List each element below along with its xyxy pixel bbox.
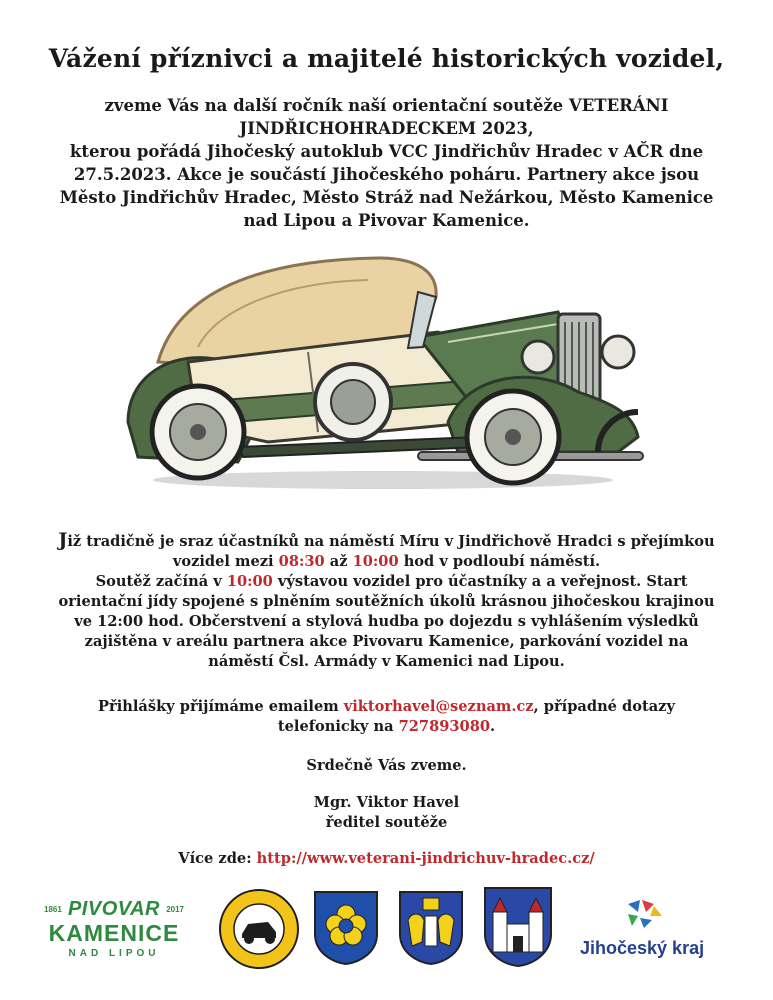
- more-label: Více zde:: [178, 850, 257, 867]
- jihocesky-kraj-logo: [580, 898, 740, 968]
- text: vozidel mezi: [172, 553, 279, 570]
- time-contest: 10:00: [226, 573, 273, 590]
- pivovar-kamenice-logo: [44, 898, 184, 968]
- kraj-name: Jihočeský kraj: [580, 938, 705, 958]
- drop-letter: J: [58, 529, 68, 551]
- signature-name: Mgr. Viktor Havel: [313, 794, 460, 811]
- text: , případné dotazy: [533, 698, 675, 715]
- text: Soutěž začíná v: [95, 573, 227, 590]
- text: hod v podloubí náměstí.: [398, 553, 601, 570]
- registration-line: [40, 697, 733, 717]
- coat-of-arms-flower: [313, 890, 379, 966]
- intro-line: Město Jindřichův Hradec, Město Stráž nad Nežárkou, Město Kamenice: [59, 188, 714, 207]
- signature-role: ředitel soutěže: [325, 814, 448, 831]
- description-line: [30, 530, 743, 552]
- text: výstavou vozidel pro účastníky a a veřejnost. Start: [272, 573, 688, 590]
- text: telefonicky na: [277, 718, 399, 735]
- registration-info: [40, 697, 733, 737]
- vintage-car-illustration: [118, 252, 648, 492]
- more-info: [0, 850, 773, 867]
- registration-line: [40, 717, 733, 737]
- email-link[interactable]: viktorhavel@seznam.cz: [343, 698, 534, 715]
- page-title: Vážení příznivci a majitelé historických vozidel,: [48, 44, 725, 73]
- intro-line: JINDŘICHOHRADECKEM 2023,: [239, 119, 534, 138]
- coat-of-arms-towers: [483, 886, 553, 968]
- text: iž tradičně je sraz účastníků na náměstí Míru v Jindřichově Hradci s přejímkou: [67, 533, 715, 550]
- coat-of-arms-lions: [398, 890, 464, 966]
- nad-lipou-word: NAD LIPOU: [68, 948, 160, 959]
- description-line: zajištěna v areálu partnera akce Pivovaru Kamenice, parkování vozidel na: [84, 633, 689, 650]
- kamenice-word: KAMENICE: [48, 920, 180, 946]
- text: až: [324, 553, 353, 570]
- vcc-autoklub-badge: [218, 888, 300, 970]
- year-left: 1861: [44, 905, 62, 914]
- text: .: [490, 718, 496, 735]
- description-line: [30, 552, 743, 572]
- description-line: orientační jídy spojené s plněním soutěžních úkolů krásnou jihočeskou krajinou: [58, 593, 715, 610]
- event-description: [30, 530, 743, 672]
- invitation-line: Srdečně Vás zveme.: [306, 757, 467, 774]
- phone-link[interactable]: 727893080: [398, 718, 491, 735]
- description-line: náměstí Čsl. Armády v Kamenici nad Lipou.: [208, 653, 565, 670]
- intro-line: kterou pořádá Jihočeský autoklub VCC Jindřichův Hradec v AČR dne: [69, 142, 704, 161]
- description-line: [30, 572, 743, 592]
- signature: [0, 793, 773, 833]
- intro-line: 27.5.2023. Akce je součástí Jihočeského poháru. Partnery akce jsou: [73, 165, 700, 184]
- intro-line: nad Lipou a Pivovar Kamenice.: [243, 211, 530, 230]
- description-line: ve 12:00 hod. Občerstvení a stylová hudba po dojezdu s vyhlášením výsledků: [74, 613, 699, 630]
- year-right: 2017: [166, 905, 184, 914]
- time-start: 08:30: [278, 553, 325, 570]
- text: Přihlášky přijímáme emailem: [98, 698, 344, 715]
- intro-line: zveme Vás na další ročník naší orientační soutěže VETERÁNI: [104, 96, 669, 115]
- intro-paragraph: [40, 94, 733, 232]
- pivovar-word: PIVOVAR: [67, 898, 161, 920]
- time-end: 10:00: [352, 553, 399, 570]
- kraj-emblem-icon: [624, 898, 664, 930]
- website-link[interactable]: http://www.veterani-jindrichuv-hradec.cz/: [256, 850, 595, 867]
